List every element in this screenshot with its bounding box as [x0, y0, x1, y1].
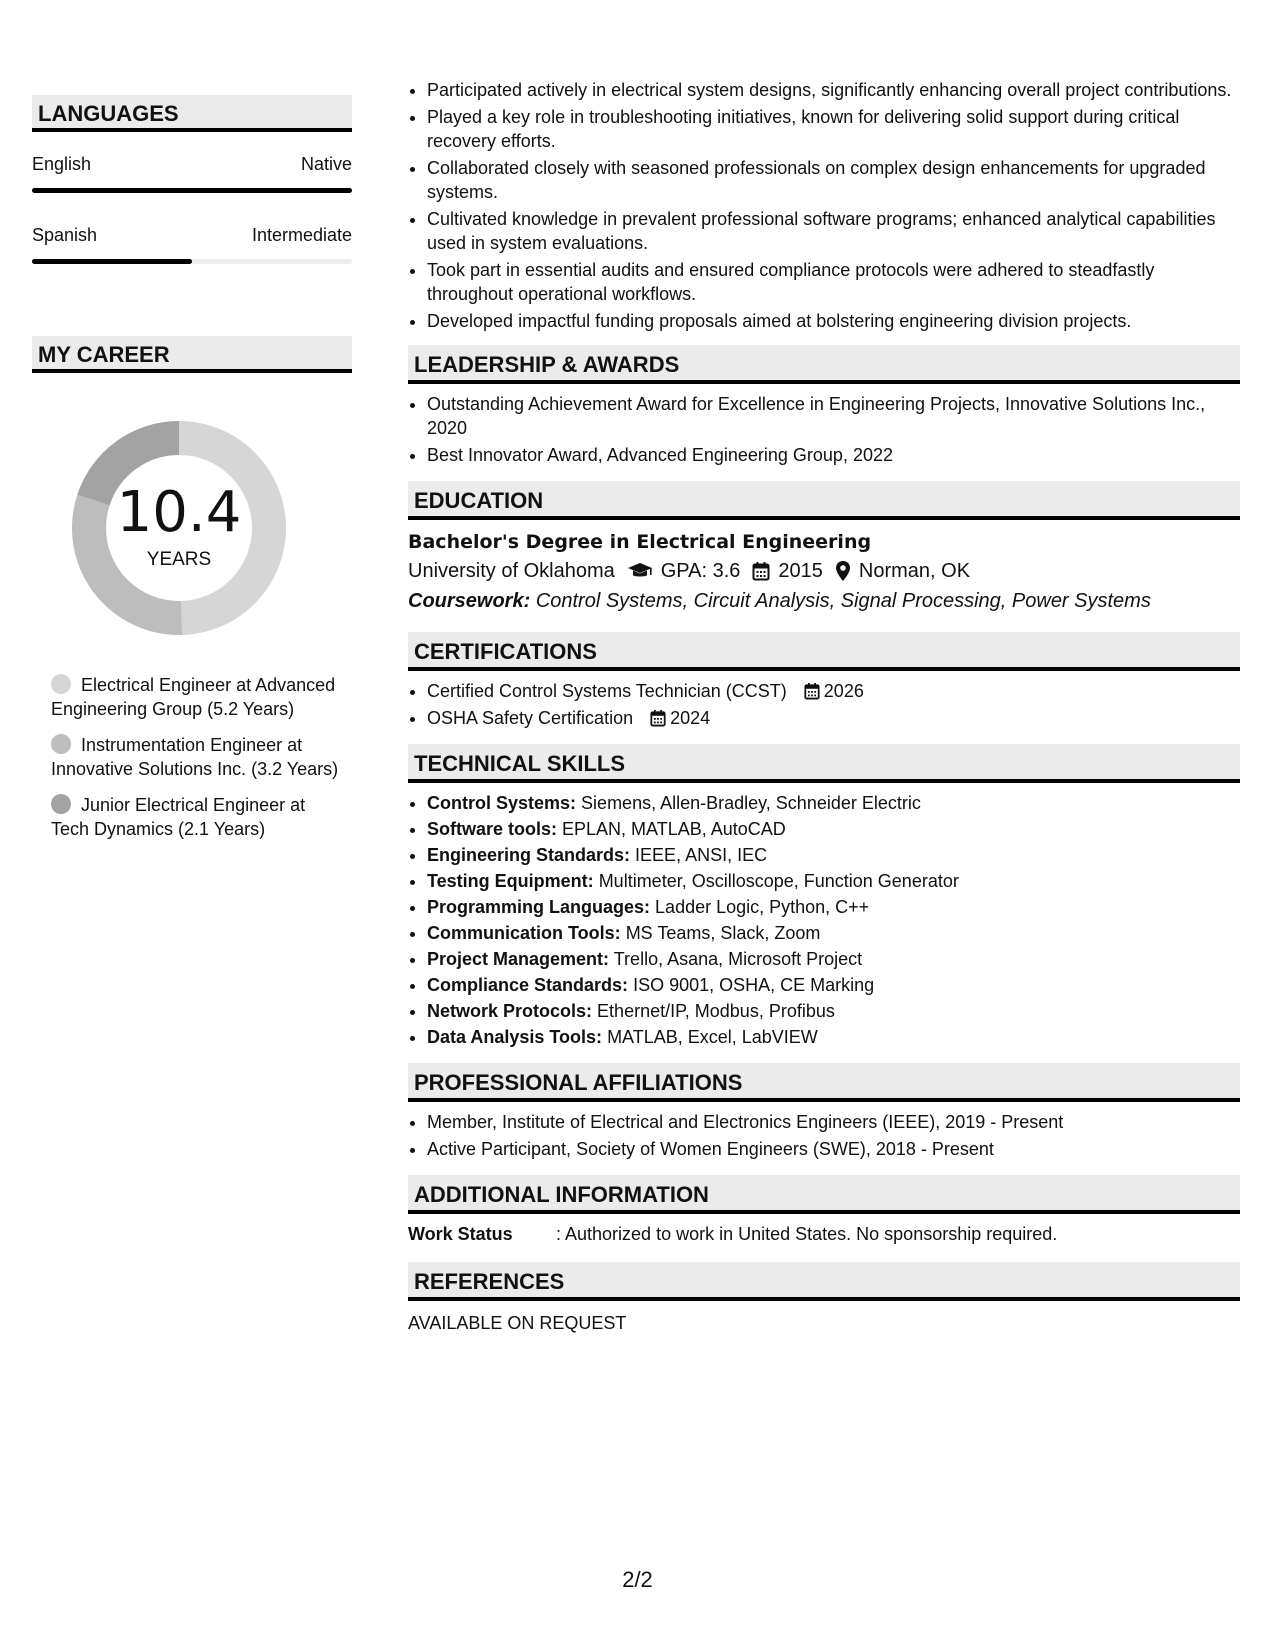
- skills-heading: TECHNICAL SKILLS: [408, 744, 1240, 783]
- skill-label: Programming Languages:: [427, 897, 651, 917]
- experience-bullet: • Participated actively in electrical system designs, significantly enhancing overall project contributions.: [427, 78, 1240, 102]
- language-name: English: [32, 154, 92, 174]
- language-proficiency-bar: [32, 188, 352, 193]
- language-level: Native: [300, 154, 352, 174]
- career-legend-text: Electrical Engineer at Advanced Engineering Group (5.2 Years): [51, 675, 336, 719]
- career-heading: MY CAREER: [32, 336, 352, 373]
- certification-name: OSHA Safety Certification: [427, 708, 634, 728]
- calendar-icon: [752, 561, 770, 581]
- skill-item: [427, 921, 1240, 945]
- certifications-heading: CERTIFICATIONS: [408, 632, 1240, 671]
- skill-label: Engineering Standards:: [427, 845, 631, 865]
- references-heading: REFERENCES: [408, 1262, 1240, 1301]
- career-total-years: 10.4: [116, 480, 242, 545]
- language-item: [32, 154, 352, 193]
- career-legend-item: [51, 673, 341, 721]
- education-location: Norman, OK: [858, 560, 971, 582]
- experience-bullet: • Cultivated knowledge in prevalent professional software programs; enhanced analytical capabilities used in system evaluations.: [427, 207, 1240, 255]
- skill-value: Multimeter, Oscilloscope, Function Generator: [598, 871, 959, 891]
- affiliations-list: [408, 1110, 1240, 1161]
- skill-label: Project Management:: [427, 949, 610, 969]
- skill-item: [427, 843, 1240, 867]
- skill-value: Ladder Logic, Python, C++: [655, 897, 870, 917]
- career-total-unit: YEARS: [146, 549, 212, 570]
- education-year: 2015: [778, 560, 823, 582]
- leadership-heading: LEADERSHIP & AWARDS: [408, 345, 1240, 384]
- career-legend-text: Junior Electrical Engineer at Tech Dynamics (2.1 Years): [51, 795, 306, 839]
- work-status-label: Work Status: [408, 1224, 513, 1244]
- skill-label: Communication Tools:: [427, 923, 621, 943]
- skill-value: EPLAN, MATLAB, AutoCAD: [562, 819, 786, 839]
- certification-year: 2026: [823, 681, 864, 701]
- additional-info-heading: ADDITIONAL INFORMATION: [408, 1175, 1240, 1214]
- leadership-list: [408, 392, 1240, 467]
- legend-dot-icon: [51, 794, 71, 814]
- affiliations-heading: PROFESSIONAL AFFILIATIONS: [408, 1063, 1240, 1102]
- certification-item: [427, 679, 1240, 703]
- skill-item: [427, 895, 1240, 919]
- language-level: Intermediate: [251, 225, 352, 245]
- skill-item: [427, 791, 1240, 815]
- skill-value: Ethernet/IP, Modbus, Profibus: [597, 1001, 835, 1021]
- left-column: [32, 95, 352, 853]
- award-item: • Outstanding Achievement Award for Excellence in Engineering Projects, Innovative Solutions Inc., 2020: [427, 392, 1240, 440]
- award-item: • Best Innovator Award, Advanced Engineering Group, 2022: [427, 443, 1240, 467]
- affiliation-item: • Member, Institute of Electrical and Electronics Engineers (IEEE), 2019 - Present: [427, 1110, 1240, 1134]
- work-status-row: [408, 1222, 1240, 1246]
- experience-bullet: • Collaborated closely with seasoned professionals on complex design enhancements for upgraded systems.: [427, 156, 1240, 204]
- page-number: 2/2: [622, 1567, 653, 1592]
- skill-item: [427, 1025, 1240, 1049]
- skill-value: MS Teams, Slack, Zoom: [625, 923, 821, 943]
- references-text: AVAILABLE ON REQUEST: [408, 1313, 627, 1333]
- career-donut-chart: [66, 415, 292, 641]
- skill-label: Data Analysis Tools:: [427, 1027, 603, 1047]
- legend-dot-icon: [51, 674, 71, 694]
- language-proficiency-bar: [32, 259, 352, 264]
- skill-label: Software tools:: [427, 819, 558, 839]
- experience-bullets: [408, 78, 1240, 333]
- experience-bullet: • Played a key role in troubleshooting initiatives, known for delivering solid support during critical recovery efforts.: [427, 105, 1240, 153]
- languages-heading: LANGUAGES: [32, 95, 352, 132]
- education-heading: EDUCATION: [408, 481, 1240, 520]
- work-status-value: : Authorized to work in United States. No sponsorship required.: [556, 1224, 1058, 1244]
- language-proficiency-fill: [32, 259, 192, 264]
- skill-value: MATLAB, Excel, LabVIEW: [607, 1027, 818, 1047]
- skill-value: Siemens, Allen-Bradley, Schneider Electric: [581, 793, 921, 813]
- coursework-label: Coursework:: [408, 590, 531, 612]
- language-name: Spanish: [32, 225, 98, 245]
- skill-value: IEEE, ANSI, IEC: [635, 845, 768, 865]
- education-details: [408, 556, 1240, 586]
- skill-label: Testing Equipment:: [427, 871, 594, 891]
- skills-list: [408, 791, 1240, 1049]
- legend-dot-icon: [51, 734, 71, 754]
- right-column: [408, 78, 1240, 1335]
- education-school: University of Oklahoma: [408, 560, 615, 582]
- skill-item: [427, 947, 1240, 971]
- education-coursework: [408, 586, 1240, 616]
- skill-item: [427, 817, 1240, 841]
- skill-item: [427, 999, 1240, 1023]
- skill-item: [427, 869, 1240, 893]
- language-proficiency-fill: [32, 188, 352, 193]
- experience-bullet: • Took part in essential audits and ensured compliance protocols were adhered to steadfastly throughout operational workflows.: [427, 258, 1240, 306]
- career-legend-item: [51, 793, 341, 841]
- skill-value: ISO 9001, OSHA, CE Marking: [633, 975, 875, 995]
- education-degree: Bachelor's Degree in Electrical Engineering: [408, 531, 872, 553]
- experience-bullet: • Developed impactful funding proposals aimed at bolstering engineering division projects.: [427, 309, 1240, 333]
- language-item: [32, 225, 352, 264]
- career-legend-text: Instrumentation Engineer at Innovative Solutions Inc. (3.2 Years): [51, 735, 339, 779]
- skill-label: Control Systems:: [427, 793, 577, 813]
- affiliation-item: • Active Participant, Society of Women Engineers (SWE), 2018 - Present: [427, 1137, 1240, 1161]
- career-legend-item: [51, 733, 341, 781]
- map-pin-icon: [835, 560, 851, 582]
- certification-name: Certified Control Systems Technician (CCST): [427, 681, 787, 701]
- education-gpa: GPA: 3.6: [660, 560, 741, 582]
- coursework-list: Control Systems, Circuit Analysis, Signal Processing, Power Systems: [535, 590, 1151, 612]
- certification-year: 2024: [670, 708, 711, 728]
- calendar-icon: [650, 709, 666, 727]
- skill-label: Network Protocols:: [427, 1001, 593, 1021]
- skill-item: [427, 973, 1240, 997]
- calendar-icon: [804, 682, 820, 700]
- graduation-cap-icon: [627, 562, 653, 580]
- skill-value: Trello, Asana, Microsoft Project: [613, 949, 863, 969]
- certification-item: [427, 706, 1240, 730]
- skill-label: Compliance Standards:: [427, 975, 629, 995]
- career-legend: [32, 673, 352, 841]
- certifications-list: [408, 679, 1240, 730]
